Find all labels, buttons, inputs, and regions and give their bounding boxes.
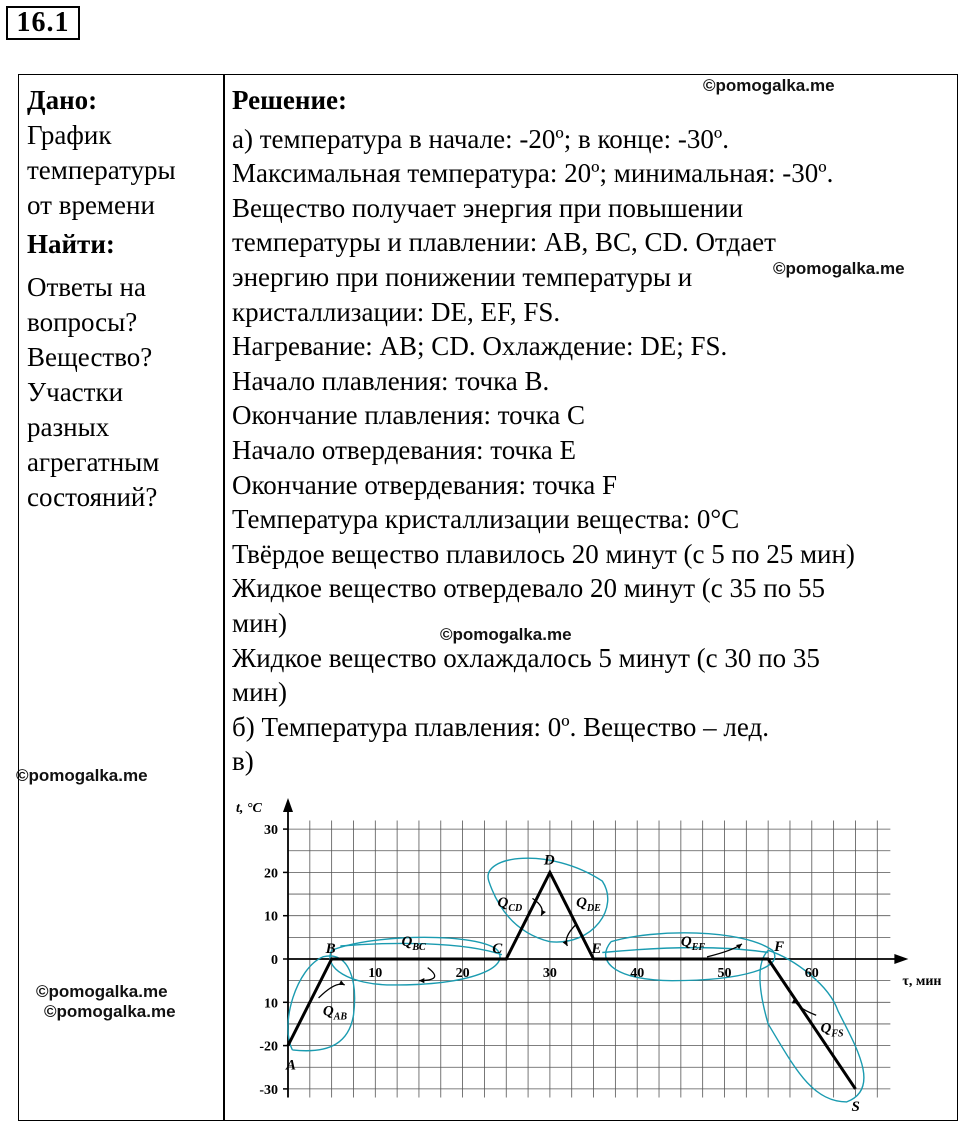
find-line: агрегатным bbox=[27, 447, 160, 477]
x-tick-label: 20 bbox=[455, 966, 470, 981]
given-header: Дано: bbox=[27, 85, 98, 115]
solution-line: мин) bbox=[232, 607, 287, 638]
x-axis-title: τ, мин bbox=[902, 974, 942, 989]
solution-column bbox=[232, 83, 954, 779]
heat-label-fs: $Q_{FS}$ bbox=[820, 1020, 844, 1040]
point-label-d: D bbox=[543, 852, 555, 869]
watermark: ©pomogalka.me bbox=[773, 259, 905, 278]
point-label-b: B bbox=[325, 941, 336, 957]
point-label-f: F bbox=[774, 939, 785, 955]
solution-header: Решение: bbox=[232, 85, 347, 115]
solution-line: Температура кристаллизации вещества: 0°C bbox=[232, 504, 740, 535]
find-line: вопросы? bbox=[27, 307, 138, 337]
y-axis-title: t, °C bbox=[236, 801, 262, 816]
temperature-time-graph bbox=[226, 790, 942, 1118]
heat-label-ef: $Q_{EF}$ bbox=[680, 934, 706, 954]
heat-label-cd: $Q_{CD}$ bbox=[497, 895, 523, 915]
watermark: ©pomogalka.me bbox=[703, 76, 835, 95]
watermark: ©pomogalka.me bbox=[16, 766, 148, 785]
watermark: ©pomogalka.me bbox=[36, 982, 168, 1001]
y-axis-arrow bbox=[283, 798, 293, 812]
solution-line: Начало плавления: точка B. bbox=[232, 365, 550, 396]
solution-line: Нагревание: AB; CD. Охлаждение: DE; FS. bbox=[232, 331, 728, 362]
x-axis-arrow bbox=[894, 954, 908, 964]
y-tick-label: 0 bbox=[271, 953, 278, 968]
y-tick-label: 30 bbox=[264, 823, 278, 839]
solution-line: Вещество получает энергия при повышении bbox=[232, 192, 744, 223]
find-line: Вещество? bbox=[27, 342, 153, 372]
find-line: разных bbox=[27, 412, 110, 442]
handdrawn-outline bbox=[288, 956, 355, 1051]
solution-line: энергию при понижении температуры и bbox=[232, 261, 693, 292]
x-tick-label: 10 bbox=[368, 966, 383, 981]
heat-label-de: $Q_{DE}$ bbox=[576, 895, 601, 915]
given-line: График bbox=[27, 120, 112, 150]
solution-line: Начало отвердевания: точка E bbox=[232, 434, 577, 465]
solution-line: Окончание отвердевания: точка F bbox=[232, 469, 618, 500]
y-tick-label: -20 bbox=[259, 1039, 278, 1055]
solution-line: температуры и плавлении: AB, BC, CD. Отдает bbox=[232, 227, 776, 258]
x-tick-label: 30 bbox=[542, 966, 557, 981]
point-label-a: A bbox=[286, 1057, 297, 1074]
y-tick-label: 20 bbox=[264, 866, 278, 882]
task-number: 16.1 bbox=[6, 6, 80, 40]
solution-line: кристаллизации: DE, EF, FS. bbox=[232, 296, 561, 327]
column-divider bbox=[223, 75, 225, 1120]
solution-line: в) bbox=[232, 746, 254, 777]
solution-line: б) Температура плавления: 0º. Вещество – лед. bbox=[232, 711, 769, 742]
solution-line: мин) bbox=[232, 677, 287, 708]
y-tick-label: 10 bbox=[264, 996, 278, 1012]
find-line: Участки bbox=[27, 377, 124, 407]
point-label-e: E bbox=[591, 941, 602, 957]
x-tick-label: 50 bbox=[717, 966, 732, 981]
solution-line: Твёрдое вещество плавилось 20 минут (с 5 по 25 мин) bbox=[232, 538, 855, 569]
watermark: ©pomogalka.me bbox=[440, 625, 572, 644]
solution-line: Жидкое вещество охлаждалось 5 минут (с 30 по 35 bbox=[232, 642, 820, 673]
watermark: ©pomogalka.me bbox=[44, 1002, 176, 1021]
find-header: Найти: bbox=[27, 229, 115, 259]
solution-line: Окончание плавления: точка C bbox=[232, 400, 585, 431]
heat-arrow bbox=[419, 968, 435, 981]
heat-arrow bbox=[566, 924, 576, 946]
solution-line: а) температура в начале: -20º; в конце: -30º. bbox=[232, 123, 729, 154]
x-tick-label: 60 bbox=[804, 966, 819, 981]
given-column bbox=[27, 83, 217, 515]
heat-arrow-head bbox=[541, 910, 546, 916]
y-tick-label: -30 bbox=[259, 1082, 278, 1098]
y-tick-label: 10 bbox=[264, 909, 278, 925]
given-line: температуры bbox=[27, 155, 176, 185]
heat-label-bc: $Q_{BC}$ bbox=[401, 934, 426, 954]
point-label-s: S bbox=[851, 1098, 860, 1115]
find-line: состояний? bbox=[27, 482, 158, 512]
solution-line: Максимальная температура: 20º; минимальная: -30º. bbox=[232, 158, 834, 189]
given-line: от времени bbox=[27, 190, 155, 220]
heat-label-ab: $Q_{AB}$ bbox=[322, 1003, 348, 1023]
solution-line: Жидкое вещество отвердевало 20 минут (с 35 по 55 bbox=[232, 573, 825, 604]
find-line: Ответы на bbox=[27, 272, 146, 302]
heat-arrow-head bbox=[419, 978, 424, 983]
point-label-c: C bbox=[492, 941, 503, 957]
x-tick-label: 40 bbox=[630, 966, 645, 981]
